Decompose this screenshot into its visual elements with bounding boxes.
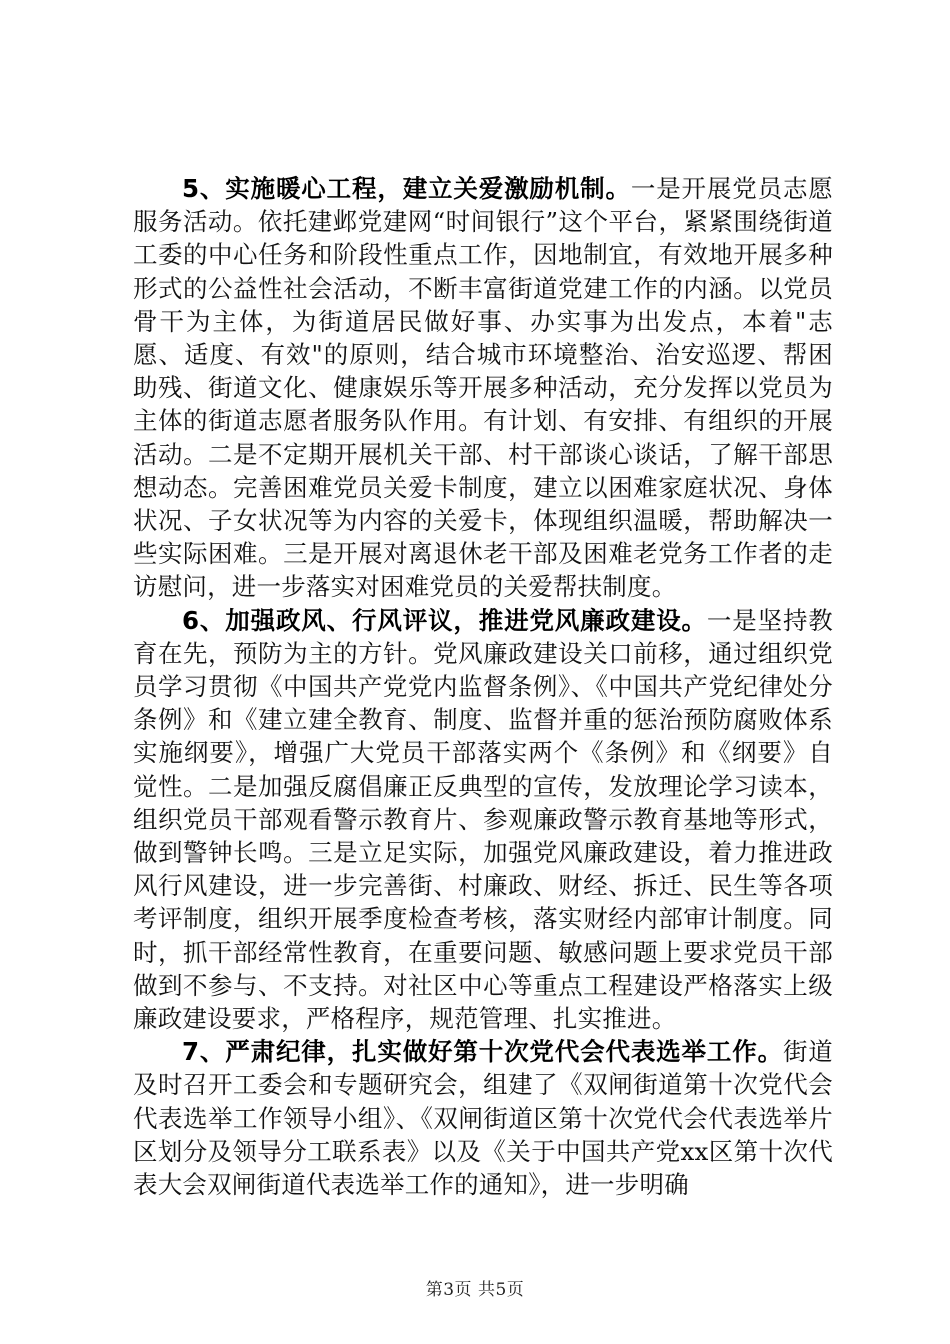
paragraph-heading: 7、严肃纪律，扎实做好第十次党代会代表选举工作。 bbox=[182, 1037, 783, 1067]
page-number-footer: 第3页 共5页 bbox=[425, 1280, 525, 1300]
paragraph-text: 一是开展党员志愿服务活动。依托建邺党建网“时间银行”这个平台，紧紧围绕街道工委的中心任务和阶段性重点工作，因地制宜，有效地开展多种形式的公益性社会活动，不断丰富街道党建工作的内涵。以党员骨干为主体，为街道居民做好事、办实事为出发点，本着"志愿、适度、有效"的原则，结合城市环境整治、治安巡逻、帮困助残、街道文化、健康娱乐等开展多种活动，充分发挥以党员为主体的街道志愿者服务队作用。有计划、有安排、有组织的开展活动。二是不定期开展机关干部、村干部谈心谈话，了解干部思想动态。完善困难党员关爱卡制度，建立以困难家庭状况、身体状况、子女状况等为内容的关爱卡，体现组织温暖，帮助解决一些实际困难。三是开展对离退休老干部及困难老党务工作者的走访慰问，进一步落实对困难党员的关爱帮扶制度。 bbox=[133, 174, 833, 602]
paragraph-5 bbox=[133, 172, 833, 604]
paragraph-heading: 5、实施暖心工程，建立关爱激励机制。 bbox=[182, 174, 631, 203]
document-body bbox=[133, 172, 833, 1201]
paragraph-7 bbox=[133, 1035, 833, 1201]
paragraph-text: 街道及时召开工委会和专题研究会，组建了《双闸街道第十次党代会代表选举工作领导小组》、《双闸街道区第十次党代会代表选举片区划分及领导分工联系表》以及《关于中国共产党xx区第十次代表大会双闸街道代表选举工作的通知》，进一步明确 bbox=[133, 1037, 833, 1200]
paragraph-6 bbox=[133, 604, 833, 1036]
paragraph-heading: 6、加强政风、行风评议，推进党风廉政建设。 bbox=[182, 605, 707, 635]
paragraph-text: 一是坚持教育在先，预防为主的方针。党风廉政建设关口前移，通过组织党员学习贯彻《中国共产党党内监督条例》、《中国共产党纪律处分条例》和《建立建全教育、制度、监督并重的惩治预防腐败体系实施纲要》，增强广大党员干部落实两个《条例》和《纲要》自觉性。二是加强反腐倡廉正反典型的宣传，发放理论学习读本，组织党员干部观看警示教育片、参观廉政警示教育基地等形式，做到警钟长鸣。三是立足实际，加强党风廉政建设，着力推进政风行风建设，进一步完善街、村廉政、财经、拆迁、民生等各项考评制度，组织开展季度检查考核，落实财经内部审计制度。同时，抓干部经常性教育，在重要问题、敏感问题上要求党员干部做到不参与、不支持。对社区中心等重点工程建设严格落实上级廉政建设要求，严格程序，规范管理、扎实推进。 bbox=[133, 605, 834, 1034]
